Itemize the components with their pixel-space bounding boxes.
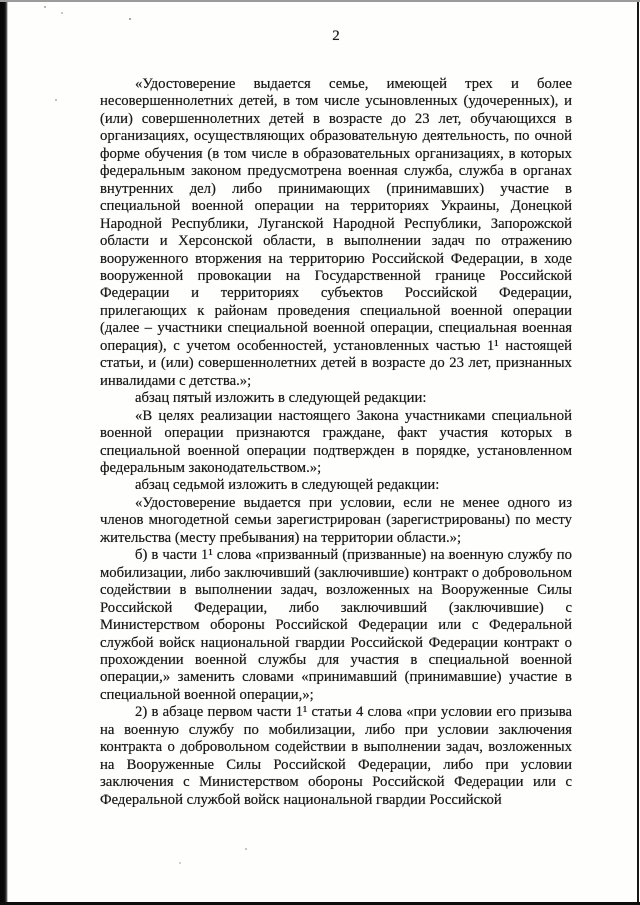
paragraph: «Удостоверение выдается при условии, если не менее одного из членов многодетной семьи зарегистрирован (зарегистрированы) по месту жительства (месту пребывания) на территории области.»; [100,494,572,546]
document-body [100,76,572,809]
paragraph: 2) в абзаце первом части 1¹ статьи 4 слова «при условии его призыва на военную службу по мобилизации, либо при условии заключения контракта о добровольном содействии в выполнении задач, возложенных на Вооруженные Силы Российской Федерации, либо при условии заключения с Министерством обороны Российской Федерации или с Федеральной службой войск национальной гвардии Российской [100,704,572,808]
scan-edge-right [637,0,639,905]
paragraph: абзац пятый изложить в следующей редакции: [135,390,427,407]
scan-noise-specks [0,0,2,2]
scan-edge-left [0,0,8,905]
page-number: 2 [332,28,340,44]
paragraph: «Удостоверение выдается семье, имеющей трех и более несовершеннолетних детей, в том числе усыновленных (удочеренных), и (или) совершеннолетних детей в возрасте до 23 лет, обучающихся в организациях, осуществляющих образовательную деятельность, по очной форме обучения (в том числе в образовательных организациях, в которых федеральным законом предусмотрена военная служба, служба в органах внутренних дел) либо принимающих (принимавших) участие в специальной военной операции на территориях Украины, Донецкой Народной Республики, Луганской Народной Республики, Запорожской области и Херсонской области, в выполнении задач по отражению вооруженного вторжения на территорию Российской Федерации, в ходе вооруженной провокации на Государственной границе Российской Федерации и территориях субъектов Российской Федерации, прилегающих к районам проведения специальной военной операции (далее – участники специальной военной операции, специальная военная операция), с учетом особенностей, установленных частью 1¹ настоящей статьи, и (или) совершеннолетних детей в возрасте до 23 лет, признанных инвалидами с детства.»; [100,76,572,389]
paragraph: абзац седьмой изложить в следующей редакции: [135,477,440,494]
paragraph: «В целях реализации настоящего Закона участниками специальной военной операции признаются граждане, факт участия которых в специальной военной операции подтвержден в порядке, установленном федеральным законодательством.»; [100,407,572,476]
scan-edge-top [0,0,640,2]
paragraph: б) в части 1¹ слова «призванный (призванные) на военную службу по мобилизации, либо заключивший (заключившие) контракт о добровольном содействии в выполнении задач, возложенных на Вооруженные Силы Российской Федерации, либо заключивший (заключившие) с Министерством обороны Российской Федерации или с Федеральной службой войск национальной гвардии Российской Федерации контракт о прохождении военной службы для участия в специальной военной операции,» заменить словами «принимавший (принимавшие) участие в специальной военной операции,»; [100,547,572,703]
